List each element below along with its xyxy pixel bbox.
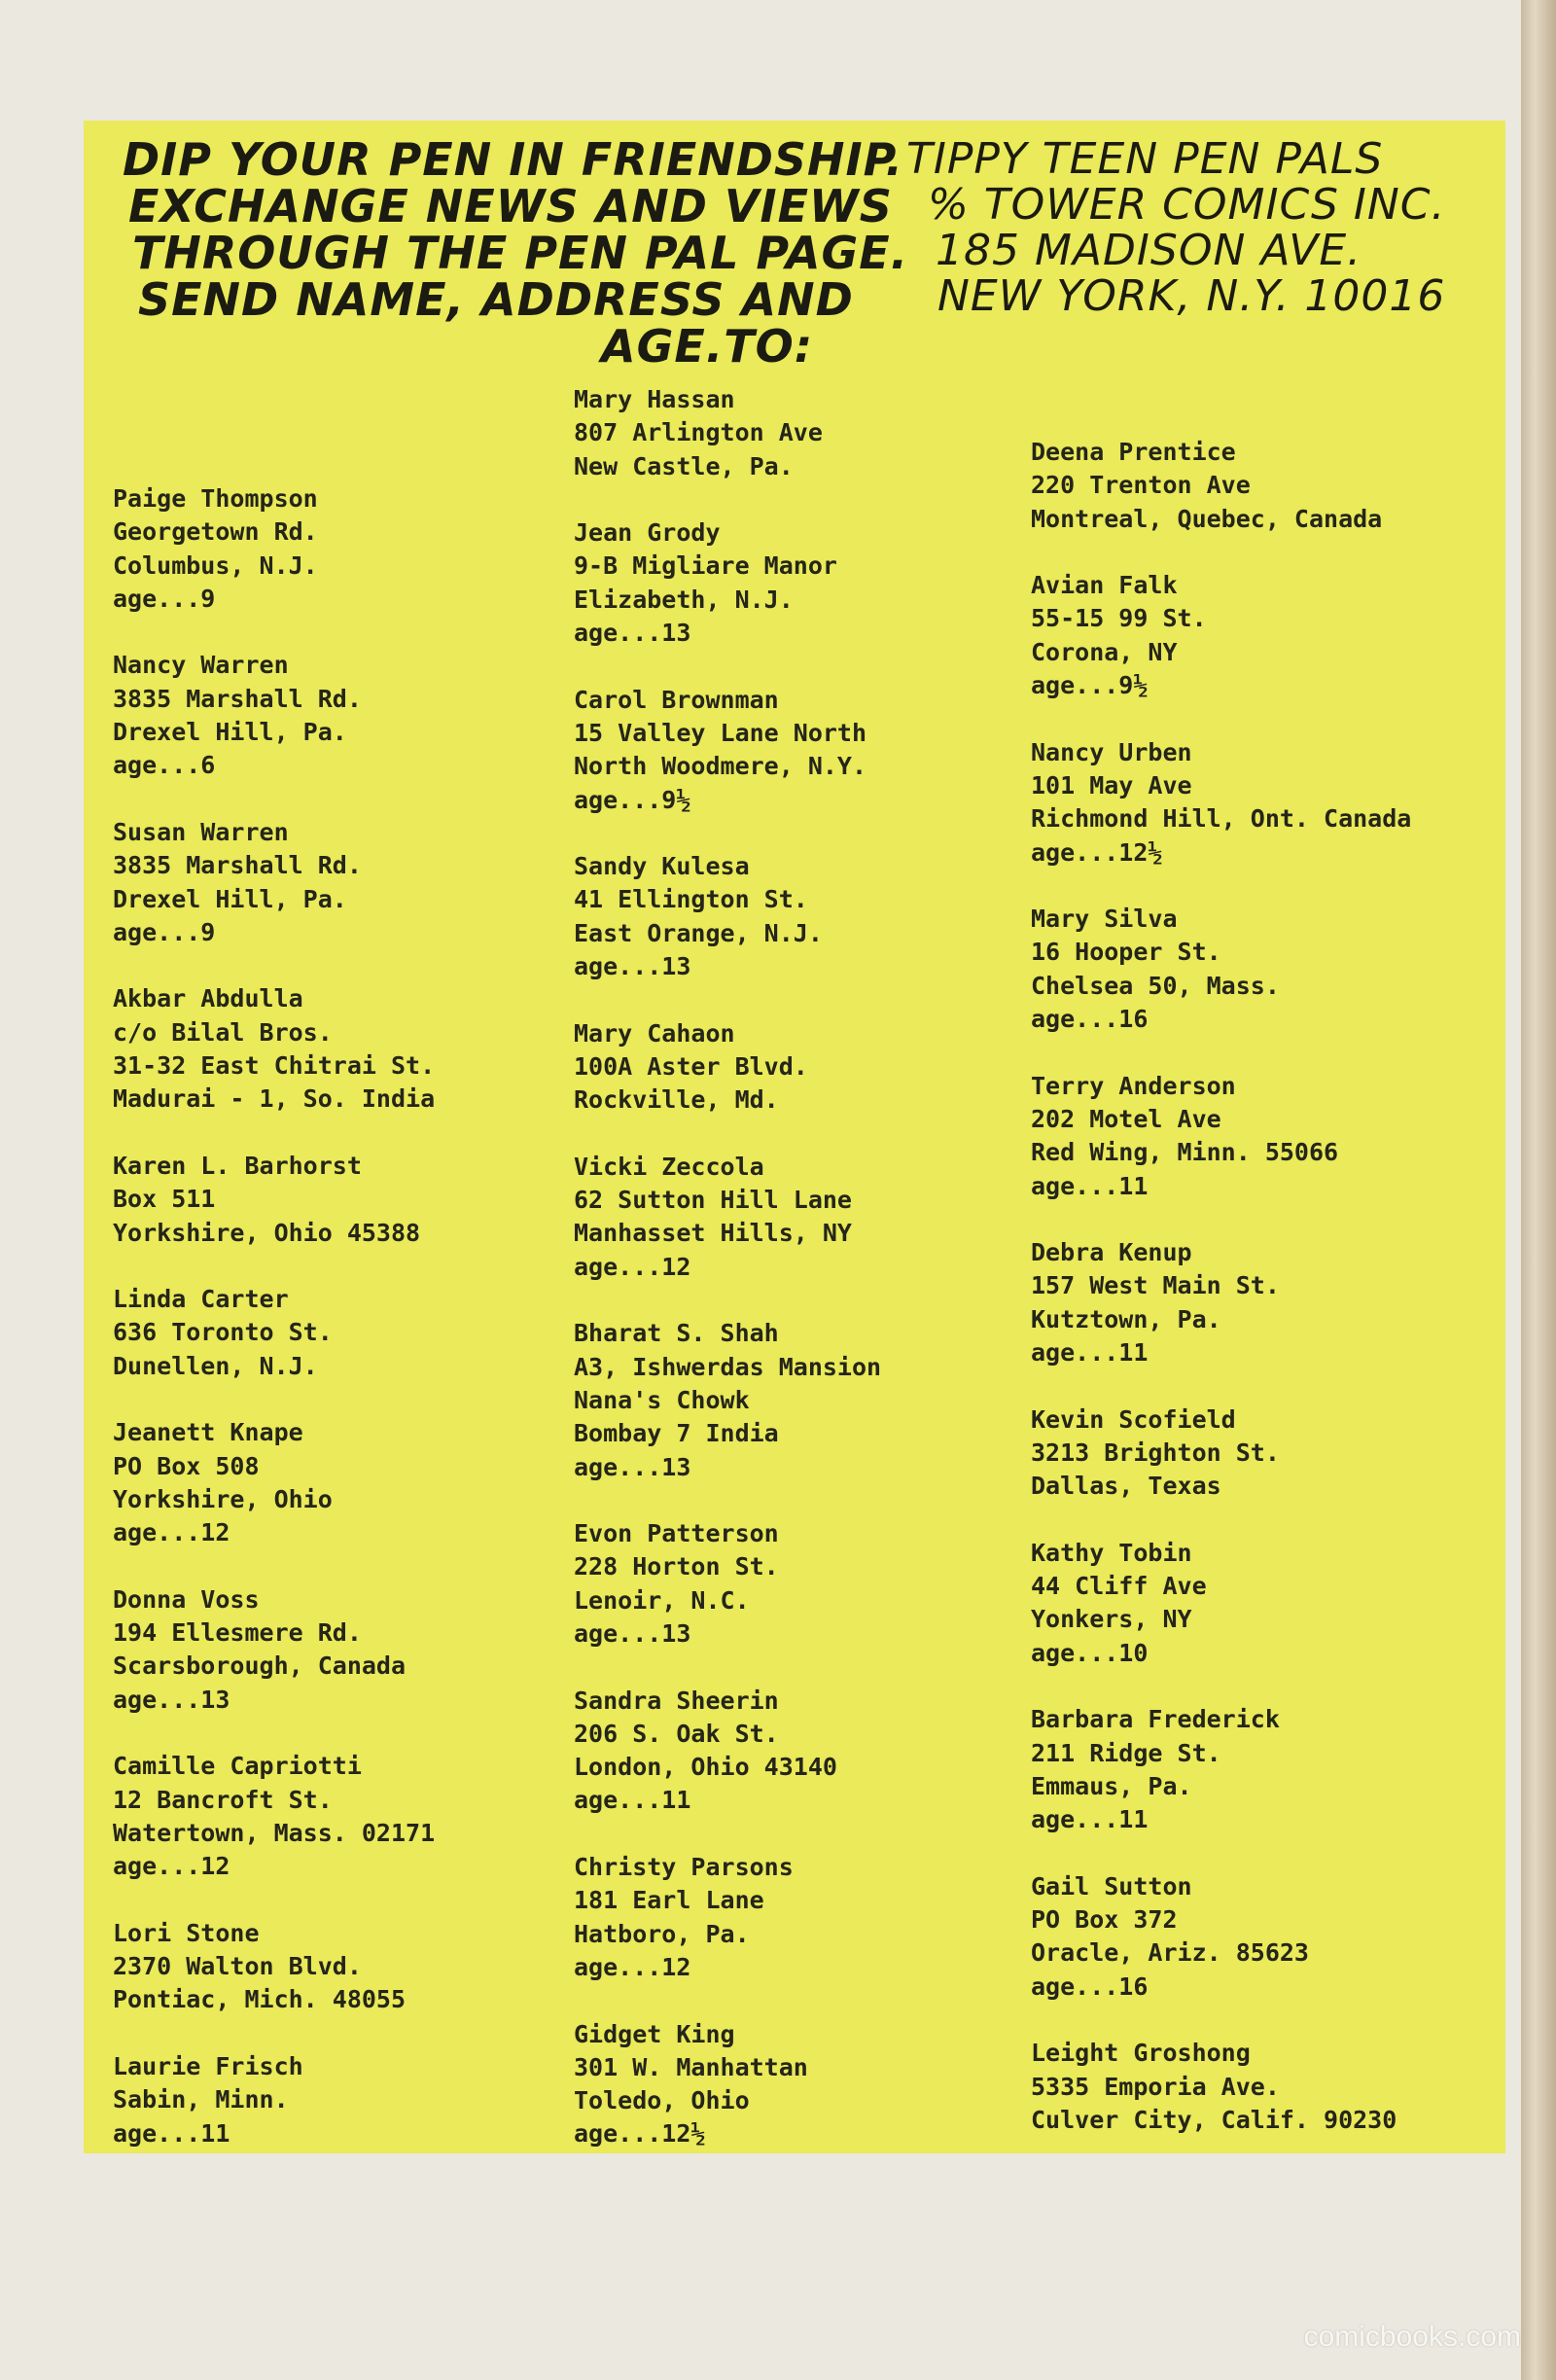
pen-pal-entry [574,2018,881,2151]
pen-pal-address-line: 181 Earl Lane [574,1886,764,1915]
pen-pal-address-line: 101 May Ave [1031,770,1192,799]
address-line: NEW YORK, N.Y. 10016 [937,271,1446,321]
pen-pal-address-line: 2370 Walton Blvd. [113,1952,362,1981]
pen-pal-entry [574,684,881,817]
pen-pal-address-line: age...13 [574,1618,691,1648]
pen-pal-address-line: Scarsborough, Canada [113,1652,407,1681]
pen-pal-address-line: age...13 [574,952,691,981]
pen-pal-name: Susan Warren [113,817,289,846]
pen-pal-entry [113,1583,435,1717]
pen-pal-column-2 [574,383,881,2185]
pen-pal-address-line: Red Wing, Minn. 55066 [1031,1138,1339,1167]
pen-pal-name: Sandy Kulesa [574,852,750,881]
pen-pal-name: Gail Sutton [1031,1871,1192,1900]
pen-pal-address-line: Sabin, Minn. [113,2085,289,2114]
pen-pal-address-line: 15 Valley Lane North [574,718,867,747]
pen-pal-address-line: Watertown, Mass. 02171 [113,1818,436,1847]
pen-pal-address-line: Madurai - 1, So. India [113,1084,436,1114]
pen-pal-name: Sandra Sheerin [574,1686,779,1715]
pen-pal-entry [113,482,435,616]
pen-pal-address-line: East Orange, N.J. [574,918,823,947]
pen-pal-address-line: age...11 [1031,1171,1149,1200]
pen-pal-entry [113,1150,435,1250]
pen-pal-address-line: age...13 [113,1685,230,1714]
pen-pal-address-line: age...16 [1031,1005,1149,1034]
intro-heading [123,133,909,373]
pen-pal-address-line: 55-15 99 St. [1031,604,1207,633]
intro-line: THROUGH THE PEN PAL PAGE. [132,227,909,279]
pen-pal-address-line: Box 511 [113,1185,216,1214]
pen-pal-address-line: 16 Hooper St. [1031,938,1221,967]
pen-pal-address-line: 3213 Brighton St. [1031,1438,1280,1467]
pen-pal-name: Jean Grody [574,518,721,548]
pen-pal-name: Leight Groshong [1031,2039,1251,2068]
pen-pal-address-line: Chelsea 50, Mass. [1031,971,1280,1000]
pen-pal-address-line: age...12½ [574,2119,706,2149]
pen-pal-entry [1031,1703,1411,1836]
pen-pal-entry [574,1851,881,1984]
mailing-address [906,136,1490,319]
pen-pal-address-line: age...16 [1031,1971,1149,2001]
pen-pal-address-line: A3, Ishwerdas Mansion [574,1352,882,1381]
pen-pal-name: Akbar Abdulla [113,984,303,1013]
pen-pal-name: Linda Carter [113,1285,289,1314]
pen-pal-column-3 [1031,436,1411,2170]
pen-pal-address-line: 211 Ridge St. [1031,1738,1221,1767]
pen-pal-address-line: Montreal, Quebec, Canada [1031,504,1383,533]
pen-pal-address-line: 62 Sutton Hill Lane [574,1186,852,1215]
pen-pal-entry [1031,1537,1411,1670]
pen-pal-name: Barbara Frederick [1031,1705,1280,1734]
pen-pal-address-line: Drexel Hill, Pa. [113,718,347,747]
pen-pal-name: Bharat S. Shah [574,1319,779,1348]
pen-pal-entry [113,1917,435,2017]
pen-pal-address-line: 157 West Main St. [1031,1271,1280,1300]
pen-pal-address-line: age...12 [574,1952,691,1981]
pen-pal-entry [574,1151,881,1284]
pen-pal-address-line: Hatboro, Pa. [574,1919,750,1948]
pen-pal-address-line: age...11 [574,1786,691,1815]
pen-pal-entry [1031,1236,1411,1369]
pen-pal-address-line: 9-B Migliare Manor [574,551,837,581]
pen-pal-entry [1031,436,1411,536]
pen-pal-address-line: Corona, NY [1031,637,1178,666]
pen-pal-address-line: Drexel Hill, Pa. [113,884,347,913]
pen-pal-address-line: 3835 Marshall Rd. [113,684,362,713]
pen-pal-address-line: 228 Horton St. [574,1552,779,1581]
pen-pal-name: Mary Cahaon [574,1018,735,1048]
pen-pal-name: Vicki Zeccola [574,1152,764,1181]
pen-pal-name: Mary Silva [1031,905,1178,934]
pen-pal-address-line: Manhasset Hills, NY [574,1219,852,1248]
pen-pal-address-line: Pontiac, Mich. 48055 [113,1985,407,2014]
pen-pal-name: Laurie Frisch [113,2051,303,2080]
pen-pal-address-line: Culver City, Calif. 90230 [1031,2105,1397,2134]
pen-pal-address-line: Elizabeth, N.J. [574,585,794,614]
address-line: 185 MADISON AVE. [936,226,1362,275]
pen-pal-entry [1031,736,1411,870]
pen-pal-name: Kathy Tobin [1031,1538,1192,1567]
pen-pal-entry [574,1517,881,1651]
pen-pal-entry [574,850,881,983]
pen-pal-address-line: 41 Ellington St. [574,885,808,914]
pen-pal-column-1 [113,482,435,2184]
pen-pal-address-line: age...12 [113,1518,230,1547]
pen-pal-address-line: 12 Bancroft St. [113,1785,333,1814]
pen-pal-entry [113,982,435,1116]
pen-pal-address-line: Georgetown Rd. [113,517,318,547]
pen-pal-entry [1031,2037,1411,2137]
pen-pal-address-line: New Castle, Pa. [574,451,794,480]
pen-pal-address-line: Kutztown, Pa. [1031,1304,1221,1333]
pen-pal-name: Donna Voss [113,1584,260,1614]
pen-pal-address-line: Oracle, Ariz. 85623 [1031,1938,1309,1968]
pen-pal-entry [574,1317,881,1483]
pen-pal-address-line: PO Box 372 [1031,1905,1178,1935]
pen-pal-address-line: Yonkers, NY [1031,1605,1192,1634]
pen-pal-entry [113,649,435,782]
pen-pal-address-line: 636 Toronto St. [113,1318,333,1347]
pen-pal-address-line: 807 Arlington Ave [574,418,823,447]
address-line: TIPPY TEEN PEN PALS [906,134,1384,184]
pen-pal-address-line: age...9½ [1031,671,1149,700]
pen-pal-address-line: Emmaus, Pa. [1031,1771,1192,1800]
intro-line: EXCHANGE NEWS AND VIEWS [128,180,893,232]
pen-pal-address-line: age...12½ [1031,837,1163,867]
pen-pal-name: Nancy Urben [1031,737,1192,766]
pen-pal-name: Mary Hassan [574,385,735,413]
pen-pal-address-line: 3835 Marshall Rd. [113,851,362,880]
pen-pal-address-line: 202 Motel Ave [1031,1104,1221,1133]
pen-pal-address-line: 31-32 East Chitrai St. [113,1051,436,1081]
pen-pal-address-line: Bombay 7 India [574,1419,779,1448]
pen-pal-address-line: Dallas, Texas [1031,1472,1221,1501]
pen-pal-entry [1031,903,1411,1036]
pen-pal-address-line: Toledo, Ohio [574,2086,750,2115]
pen-pal-address-line: London, Ohio 43140 [574,1753,837,1782]
pen-pal-name: Paige Thompson [113,484,318,513]
pen-pal-address-line: 301 W. Manhattan [574,2052,808,2081]
pen-pal-name: Nancy Warren [113,651,289,680]
pen-pal-name: Carol Brownman [574,685,779,714]
pen-pal-entry [574,1685,881,1818]
pen-pal-name: Gidget King [574,2019,735,2048]
pen-pal-address-line: age...13 [574,1452,691,1481]
intro-line: AGE.TO: [601,320,814,373]
pen-pal-name: Debra Kenup [1031,1238,1192,1267]
pen-pal-name: Evon Patterson [574,1519,779,1548]
pen-pal-entry [113,1283,435,1383]
pen-pal-address-line: PO Box 508 [113,1451,260,1480]
page-edge [1521,0,1556,2380]
pen-pal-address-line: Richmond Hill, Ont. Canada [1031,804,1412,834]
pen-pal-entry [1031,1403,1411,1504]
pen-pal-address-line: Yorkshire, Ohio [113,1484,333,1513]
pen-pal-address-line: age...11 [1031,1338,1149,1368]
pen-pal-name: Jeanett Knape [113,1418,303,1447]
pen-pal-address-line: age...13 [574,619,691,648]
pen-pal-address-line: age...12 [113,1852,230,1881]
intro-line: DIP YOUR PEN IN FRIENDSHIP. [123,133,904,186]
pen-pal-address-line: age...12 [574,1252,691,1281]
address-line: % TOWER COMICS INC. [928,180,1446,230]
pen-pal-name: Deena Prentice [1031,438,1236,466]
pen-pal-address-line: Columbus, N.J. [113,551,318,580]
pen-pal-entry [574,1017,881,1118]
pen-pal-address-line: age...9 [113,584,216,613]
pen-pal-address-line: age...10 [1031,1638,1149,1667]
pen-pal-name: Terry Anderson [1031,1071,1236,1100]
pen-pal-address-line: Dunellen, N.J. [113,1351,318,1380]
pen-pal-address-line: 100A Aster Blvd. [574,1051,808,1081]
pen-pal-address-line: age...6 [113,751,216,780]
pen-pal-address-line: c/o Bilal Bros. [113,1017,333,1047]
pen-pal-address-line: age...9½ [574,785,691,814]
pen-pal-entry [113,1750,435,1883]
pen-pal-address-line: Nana's Chowk [574,1385,750,1414]
pen-pal-address-line: 194 Ellesmere Rd. [113,1618,362,1648]
pen-pal-address-line: Lenoir, N.C. [574,1585,750,1615]
pen-pal-entry [1031,1070,1411,1203]
pen-pal-name: Camille Capriotti [113,1752,362,1781]
pen-pal-address-line: Yorkshire, Ohio 45388 [113,1218,421,1247]
pen-pal-name: Avian Falk [1031,571,1178,600]
pen-pal-name: Kevin Scofield [1031,1404,1236,1434]
pen-pal-name: Christy Parsons [574,1853,794,1882]
pen-pal-entry [113,1416,435,1549]
pen-pal-address-line: age...11 [113,2118,230,2148]
pen-pal-address-line: age...11 [1031,1805,1149,1834]
pen-pal-address-line: 220 Trenton Ave [1031,471,1251,500]
pen-pal-entry [113,816,435,949]
pen-pal-address-line: 206 S. Oak St. [574,1719,779,1748]
pen-pal-address-line: North Woodmere, N.Y. [574,752,867,781]
pen-pal-address-line: age...9 [113,917,216,946]
pen-pal-entry [1031,569,1411,702]
pen-pal-name: Lori Stone [113,1918,260,1947]
pen-pal-entry [1031,1870,1411,2004]
pen-pal-entry [113,2050,435,2150]
pen-pal-entry [574,383,881,483]
watermark: comicbooks.com [1303,2321,1521,2353]
pen-pal-address-line: 5335 Emporia Ave. [1031,2072,1280,2101]
pen-pal-address-line: Rockville, Md. [574,1085,779,1115]
intro-line: SEND NAME, ADDRESS AND [138,273,854,326]
pen-pal-name: Karen L. Barhorst [113,1151,362,1180]
pen-pal-address-line: 44 Cliff Ave [1031,1572,1207,1601]
pen-pal-entry [574,516,881,650]
